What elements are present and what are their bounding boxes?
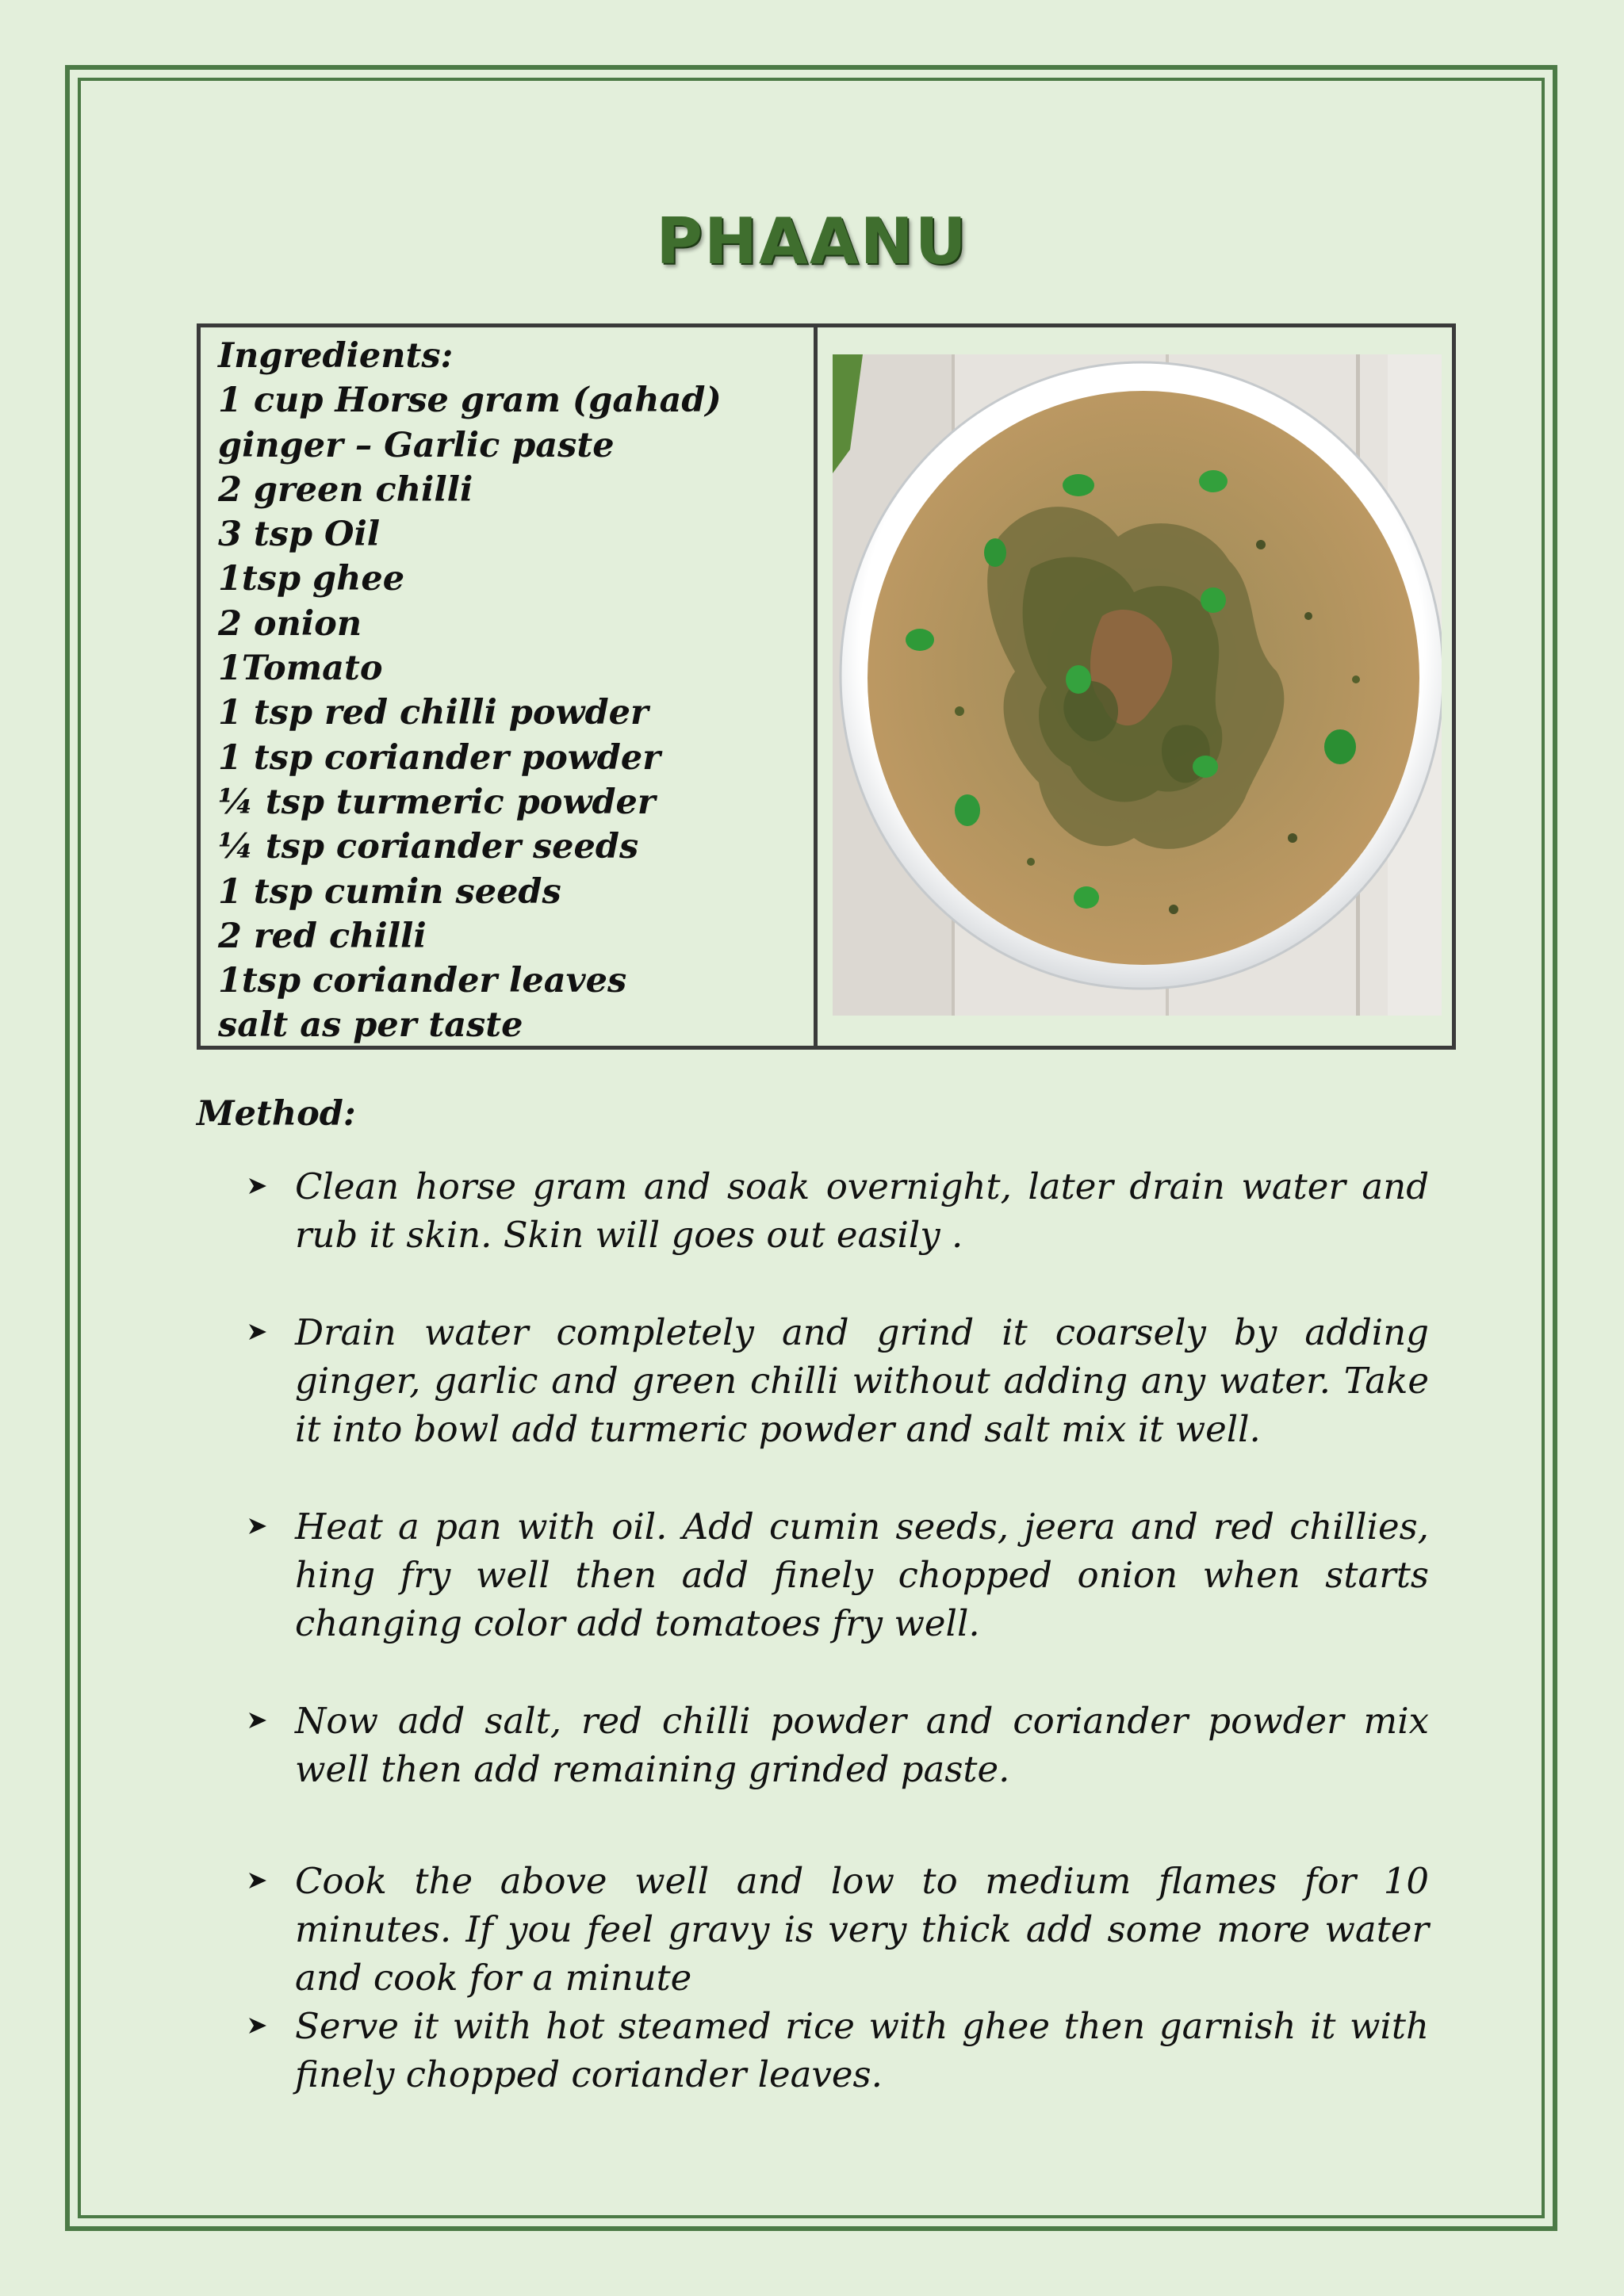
ingredient-item: 1Tomato: [218, 649, 383, 689]
ingredient-item: 1tsp ghee: [218, 559, 405, 599]
ingredients-table: [197, 323, 1456, 1050]
arrow-bullet-icon: [246, 1311, 270, 1353]
arrow-bullet-icon: [246, 1506, 270, 1547]
ingredient-item: 1 tsp red chilli powder: [218, 693, 649, 733]
ingredients-heading: Ingredients:: [218, 336, 454, 376]
ingredient-item: 1tsp coriander leaves: [218, 961, 627, 1001]
method-step-text: Drain water completely and grind it coarsely by adding ginger, garlic and green chilli without adding any water. Take it into bowl add turmeric powder and salt mix it well.: [295, 1311, 1429, 1450]
method-step-text: Now add salt, red chilli powder and coriander powder mix well then add remaining grinded paste.: [295, 1700, 1429, 1790]
ingredient-item: ¼ tsp coriander seeds: [218, 827, 639, 867]
method-step: [246, 1857, 1429, 2002]
arrow-bullet-icon: [246, 1700, 270, 1741]
method-heading: Method:: [197, 1094, 356, 1134]
ingredient-item: ¼ tsp turmeric powder: [218, 782, 656, 822]
method-step: [246, 1308, 1429, 1453]
arrow-bullet-icon: [246, 1165, 270, 1207]
ingredient-item: ginger – Garlic paste: [218, 425, 615, 465]
phaanu-dish-photo: [833, 354, 1442, 1016]
method-step: [246, 2002, 1429, 2099]
recipe-title: PHAANU: [656, 205, 968, 278]
method-step: [246, 1502, 1429, 1647]
method-step-text: Cook the above well and low to medium flames for 10 minutes. If you feel gravy is very thick add some more water and cook for a minute: [295, 1860, 1429, 1999]
ingredients-cell: [201, 327, 818, 1046]
ingredient-item: 1 tsp cumin seeds: [218, 871, 561, 912]
ingredient-item: 2 green chilli: [218, 469, 473, 510]
ingredient-item: 1 cup Horse gram (gahad): [218, 381, 722, 421]
arrow-bullet-icon: [246, 2005, 270, 2046]
method-step: [246, 1697, 1429, 1793]
method-steps-list: [246, 1162, 1429, 2099]
ingredient-item: 3 tsp Oil: [218, 515, 381, 555]
method-step-text: Clean horse gram and soak overnight, later drain water and rub it skin. Skin will goes out easily .: [295, 1165, 1429, 1256]
ingredient-item: 1 tsp coriander powder: [218, 737, 661, 778]
method-step: [246, 1162, 1429, 1259]
ingredient-item: 2 red chilli: [218, 916, 427, 956]
image-cell: [818, 327, 1452, 1046]
method-step-text: Serve it with hot steamed rice with ghee then garnish it with finely chopped coriander leaves.: [295, 2005, 1429, 2095]
method-step-text: Heat a pan with oil. Add cumin seeds, jeera and red chillies, hing fry well then add finely chopped onion when starts changing color add tomatoes fry well.: [295, 1506, 1429, 1644]
ingredient-item: 2 onion: [218, 603, 362, 644]
arrow-bullet-icon: [246, 1860, 270, 1901]
ingredient-item: salt as per taste: [218, 1005, 523, 1046]
